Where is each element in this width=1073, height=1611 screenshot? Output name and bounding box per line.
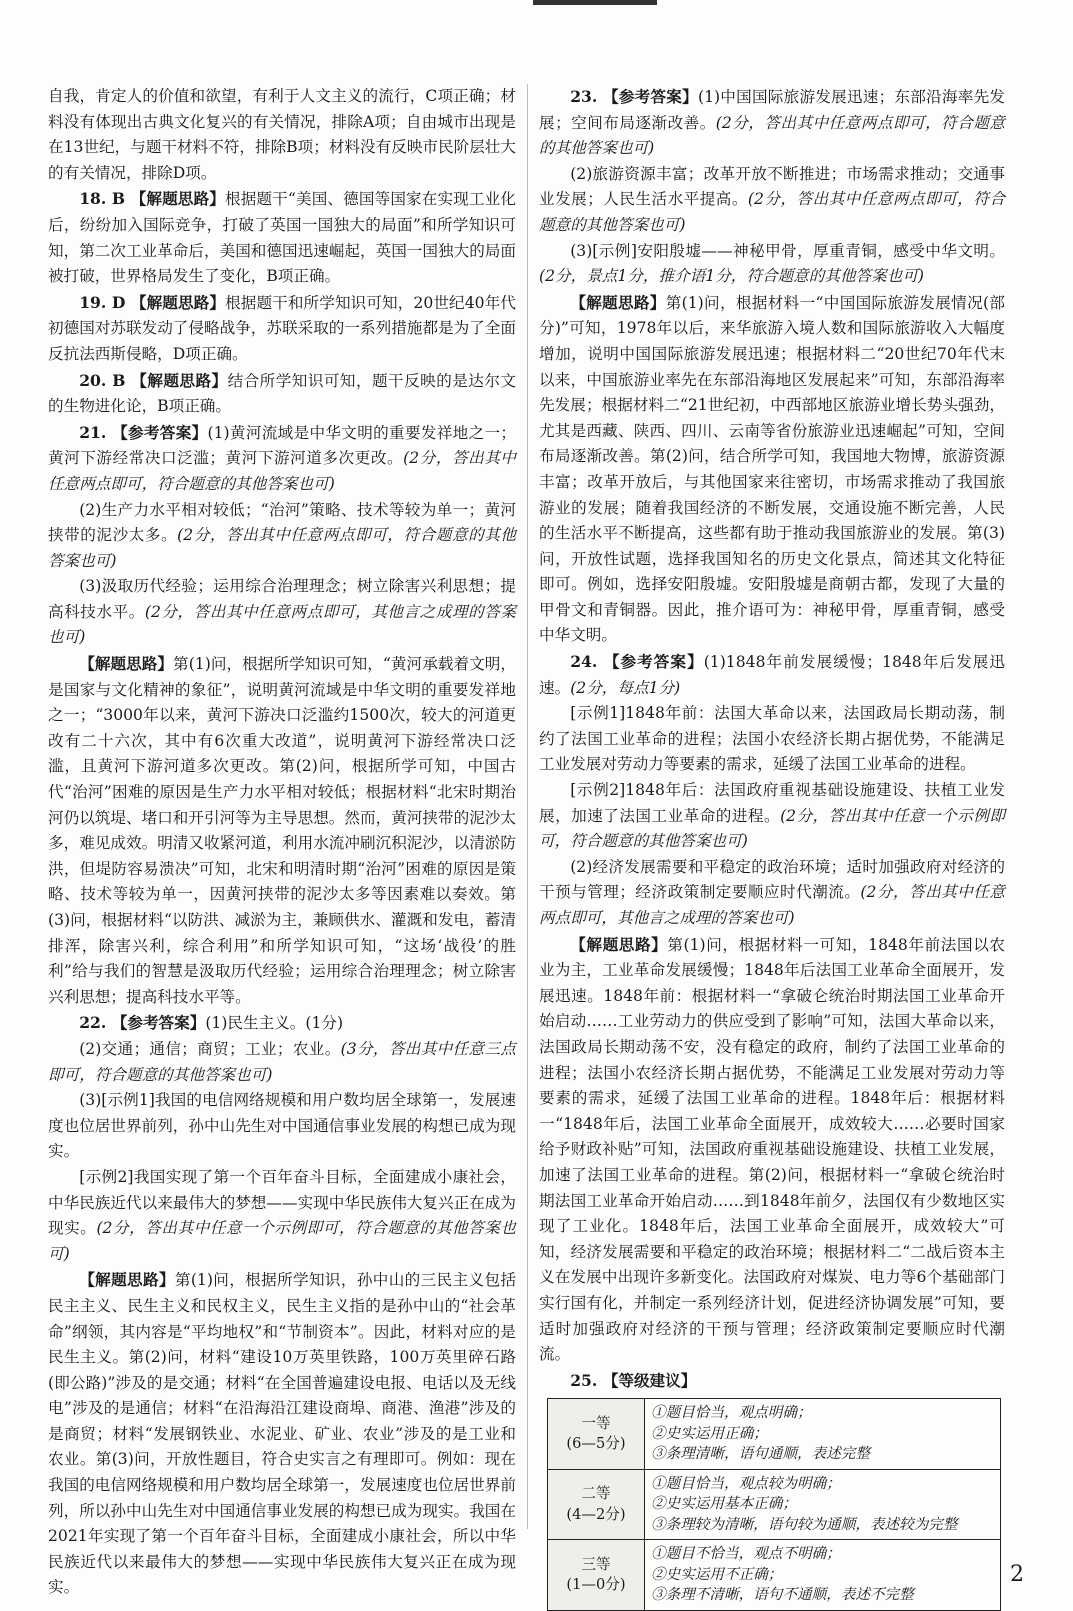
paragraph — [48, 1267, 516, 1601]
paragraph-text: 第(1)问，根据所学知识可知，“黄河承载着文明，是国家与文化精神的象征”，说明黄河流域是中华文明的重要发祥地之一；“3000年以来，黄河下游决口泛滥约1500次，较大的河道更改有二十六次，其中有6次重大改道”，说明黄河下游经常决口泛滥，且黄河下游河道多次更改。第(2)问，根据所学可知，中国古代“治河”困难的原因是生产力水平相对较低；根据材料“北宋时期治河仍以筑堤、堵口和开引河等为主导思想。然而，黄河挟带的泥沙太多，难见成效。明清又收紧河道，利用水流冲刷沉积泥沙，以清淤防洪，但堤防容易溃决”可知，北宋和明清时期“治河”困难的原因是策略、技术等较为单一，因黄河挟带的泥沙太多等因素难以奏效。第(3)问，根据材料“以防洪、减淤为主，兼顾供水、灌溉和发电，蓄清排浑，除害兴利，综合利用”和所学知识可知，“这场‘战役’的胜利”给与我们的智慧是汲取历代经验；运用综合治理理念；树立除害兴利思想；提高科技水平等。 — [48, 655, 516, 1006]
paragraph-text: (3)[示例1]我国的电信网络规模和用户数均居全球第一，发展速度也位居世界前列，孙中山先生对中国通信事业发展的构想已成为现实。 — [48, 1091, 516, 1161]
criterion-item: ①题目恰当，观点较为明确； — [651, 1474, 841, 1492]
criterion-item: ③条理清晰，语句通顺，表述完整 — [651, 1445, 870, 1463]
paragraph — [48, 84, 516, 186]
scoring-note: (2分，答出其中任意两点即可，符合题意的其他答案也可) — [48, 526, 516, 570]
scoring-note: (2分，答出其中任意两点即可，其他言之成理的答案也可) — [48, 602, 516, 647]
section-label: 【解题思路】 — [125, 370, 228, 390]
scoring-note: (2分，答出其中任意一个示例即可，符合题意的其他答案也可) — [48, 1219, 516, 1263]
right-column — [539, 84, 1005, 1611]
paragraph — [48, 186, 516, 289]
question-number: 20. B — [79, 370, 126, 390]
grade-row — [548, 1469, 1001, 1540]
question-number: 24. — [570, 652, 598, 672]
section-label: 【解题思路】 — [570, 292, 666, 312]
paragraph-text: 结合所学知识可知，题干反映的是达尔文的生物进化论，B项正确。 — [48, 371, 516, 416]
section-label: 【参考答案】 — [106, 422, 208, 442]
scoring-note: (3分，答出其中任意三点即可，符合题意的其他答案也可) — [48, 1039, 516, 1084]
scoring-note: (2分，答出其中任意两点即可，符合题意的其他答案也可) — [48, 449, 516, 493]
paragraph — [48, 420, 516, 498]
criterion-item: ①题目恰当，观点明确； — [651, 1404, 812, 1422]
criterion-item: ③条理较为清晰，语句较为通顺，表述较为完整 — [651, 1515, 958, 1533]
paragraph — [48, 651, 516, 1010]
criterion-item: ③条理不清晰，语句不通顺，表述不完整 — [651, 1586, 914, 1604]
section-label: 【参考答案】 — [597, 87, 698, 106]
column-divider — [527, 84, 528, 1529]
paragraph-text: (3)汲取历代经验；运用综合治理理念；树立除害兴利思想；提高科技水平。 — [48, 577, 516, 621]
criterion-item: ①题目不恰当，观点不明确； — [651, 1545, 841, 1563]
question-number: 21. — [79, 422, 107, 442]
paragraph — [539, 290, 1005, 649]
grade-level-name: 二等 — [581, 1485, 611, 1503]
paragraph-text: [示例1]1848年前：法国大革命以来，法国政局长期动荡，制约了法国工业革命的进程；法国小农经济长期占据优势，不能满足工业发展对劳动力等要素的需求，延缓了法国工业革命的进程。 — [539, 704, 1005, 774]
paragraph-text: (1)民生主义。(1分) — [205, 1014, 344, 1033]
paragraph — [48, 1010, 516, 1037]
scoring-note: (2分，每点1分) — [570, 678, 681, 697]
paragraph-text: [示例2]1848年后：法国政府重视基础设施建设、扶植工业发展，加速了法国工业革命的进程。 — [539, 781, 1005, 825]
paragraph — [48, 1088, 516, 1165]
question-number: 19. D — [79, 292, 126, 312]
section-label: 【解题思路】 — [125, 189, 225, 209]
paragraph-text: (3)[示例]安阳殷墟——神秘甲骨，厚重青铜，感受中华文明。 — [570, 241, 1005, 260]
section-label: 【参考答案】 — [106, 1013, 206, 1033]
paragraph — [48, 574, 516, 651]
paragraph — [539, 855, 1005, 932]
section-label: 【解题思路】 — [79, 1270, 175, 1290]
paragraph-text: (1)中国国际旅游发展迅速；东部沿海率先发展；空间布局逐渐改善。 — [539, 88, 1006, 132]
paragraph — [539, 162, 1005, 239]
grade-level-name: 一等 — [581, 1414, 611, 1432]
scoring-note: (2分，答出其中任意一个示例即可，符合题意的其他答案也可) — [539, 806, 1005, 851]
scoring-note: (2分，景点1分，推介语1分，符合题意的其他答案也可) — [539, 267, 924, 286]
paragraph-text: (2)旅游资源丰富；改革开放不断推进；市场需求推动；交通事业发展；人民生活水平提高。 — [539, 164, 1005, 209]
paragraph — [539, 1368, 1005, 1395]
paragraph — [48, 498, 516, 575]
section-label: 【等级建议】 — [597, 1370, 697, 1390]
criterion-item: ②史实运用基本正确； — [651, 1495, 797, 1513]
grade-level-name: 三等 — [581, 1555, 611, 1573]
scoring-note: (2分，答出其中任意两点即可，其他言之成理的答案也可) — [539, 883, 1005, 927]
section-label: 【参考答案】 — [597, 652, 704, 672]
paragraph — [539, 778, 1005, 855]
question-number: 22. — [79, 1013, 107, 1033]
page-number: 2 — [1010, 1562, 1024, 1587]
grade-criteria — [645, 1469, 1001, 1540]
grade-score-range: (6—5分) — [566, 1435, 626, 1453]
grade-score-range: (4—2分) — [566, 1505, 626, 1523]
paragraph — [48, 368, 516, 420]
grade-level — [548, 1540, 645, 1611]
paragraph — [48, 1037, 516, 1088]
paragraph-text: 第(1)问，根据所学知识，孙中山的三民主义包括民主主义、民生主义和民权主义，民生主义指的是孙中山的“社会革命”纲领，其内容是“平均地权”和“节制资本”。因此，材料对应的是民生主义。第(2)问，材料“建设10万英里铁路，100万英里碎石路(即公路)”涉及的是交通；材料“在全国普遍建设电报、电话以及无线电”涉及的是通信；材料“在沿海沿江建设商埠、商港、渔港”涉及的是商贸；材料“发展钢铁业、水泥业、矿业、农业”涉及的是工业和农业。第(3)问，开放性题目，符合史实言之有理即可。例如：现在我国的电信网络规模和用户数均居全球第一，发展速度也位居世界前列，所以孙中山先生对中国通信事业发展的构想已成为现实。我国在2021年实现了第一个百年奋斗目标，全面建成小康社会，所以中华民族近代以来最伟大的梦想——实现中华民族伟大复兴正在成为现实。 — [48, 1271, 516, 1597]
scoring-note: (2分，答出其中任意两点即可，符合题意的其他答案也可) — [539, 190, 1005, 234]
paragraph-text: 第(1)问，根据材料一可知，1848年前法国以农业为主，工业革命发展缓慢；1848年后法国工业革命全面展开，发展迅速。1848年前：根据材料一“拿破仑统治时期法国工业革命开始启动……工业劳动力的供应受到了影响”可知，法国大革命以来，法国政局长期动荡不安，没有稳定的政府，制约了法国工业革命的进程；法国小农经济长期占据优势，不能满足工业发展对劳动力等要素的需求，延缓了法国工业革命的进程。1848年后：根据材料一“1848年后，法国工业革命全面展开，成效较大……必要时国家给予财政补贴”可知，法国政府重视基础设施建设、扶植工业发展，加速了法国工业革命的进程。第(2)问，根据材料一“拿破仑统治时期法国工业革命开始启动……到1848年前夕，法国仅有少数地区实现了工业化。1848年后，法国工业革命全面展开，成效较大”可知，经济发展需要和平稳定的政治环境；根据材料二“二战后资本主义在发展中出现许多新变化。法国政府对煤炭、电力等6个基础部门实行国有化，并制定一系列经济计划，促进经济协调发展”可知，要适时加强政府对经济的干预与管理；经济政策制定要顺应时代潮流。 — [539, 935, 1005, 1364]
paragraph-text: (1)1848年前发展缓慢；1848年后发展迅速。 — [539, 653, 1005, 697]
paragraph-text: (1)黄河流域是中华文明的重要发祥地之一；黄河下游经常决口泛滥；黄河下游河道多次更改。 — [48, 423, 516, 468]
scoring-note: (2分，答出其中任意两点即可，符合题意的其他答案也可) — [539, 113, 1005, 158]
section-label: 【解题思路】 — [125, 292, 226, 312]
paragraph — [539, 701, 1005, 778]
section-label: 【解题思路】 — [570, 934, 668, 954]
right-column-text — [539, 84, 1005, 1394]
top-edge-mark — [533, 0, 657, 5]
paragraph — [539, 239, 1005, 290]
paragraph — [539, 932, 1005, 1368]
left-column — [48, 84, 516, 1601]
paragraph-text: (2)生产力水平相对较低；“治河”策略、技术等较为单一；黄河挟带的泥沙太多。 — [48, 500, 516, 545]
grade-criteria — [645, 1399, 1001, 1470]
paragraph-text: [示例2]我国实现了第一个百年奋斗目标，全面建成小康社会，中华民族近代以来最伟大的梦想——实现中华民族伟大复兴正在成为现实。 — [48, 1167, 516, 1238]
section-label: 【解题思路】 — [79, 654, 174, 674]
paragraph — [48, 1165, 516, 1267]
grade-row — [548, 1399, 1001, 1470]
paragraph-text: (2)经济发展需要和平稳定的政治环境；适时加强政府对经济的干预与管理；经济政策制定要顺应时代潮流。 — [539, 857, 1005, 902]
paragraph-text: 第(1)问，根据材料一“中国国际旅游发展情况(部分)”可知，1978年以后，来华旅游入境人数和国际旅游收入大幅度增加，说明中国国际旅游发展迅速；根据材料二“20世纪70年代末以来，中国旅游业率先在东部沿海地区发展起来”可知，东部沿海率先发展；根据材料二“21世纪初，中西部地区旅游业增长势头强劲，尤其是西藏、陕西、四川、云南等省份旅游业迅速崛起”可知，空间布局逐渐改善。第(2)问，结合所学可知，我国地大物博，旅游资源丰富；改革开放后，与其他国家来往密切，市场需求推动了我国旅游业的发展；随着我国经济的不断发展，交通设施不断完善，人民的生活水平不断提高，这些都有助于推动我国旅游业的发展。第(3)问，开放性试题，选择我国知名的历史文化景点，简述其文化特征即可。例如，选择安阳殷墟。安阳殷墟是商朝古都，发现了大量的甲骨文和青铜器。因此，推介语可为：神秘甲骨，厚重青铜，感受中华文明。 — [539, 293, 1005, 645]
paragraph-text: (2)交通；通信；商贸；工业；农业。 — [79, 1039, 341, 1058]
grade-row — [548, 1540, 1001, 1611]
grade-level — [548, 1399, 645, 1470]
grade-criteria — [645, 1540, 1001, 1611]
paragraph — [539, 649, 1005, 701]
criterion-item: ②史实运用正确； — [651, 1424, 768, 1442]
grade-score-range: (1—0分) — [566, 1576, 626, 1594]
question-number: 23. — [570, 87, 598, 106]
grading-table — [547, 1398, 1001, 1611]
paragraph — [48, 290, 516, 368]
paragraph-text: 自我，肯定人的价值和欲望，有利于人文主义的流行，C项正确；材料没有体现出古典文化复兴的有关情况，排除A项；自由城市出现是在13世纪，与题干材料不符，排除B项；材料没有反映市民阶层壮大的有关情况，排除D项。 — [48, 87, 516, 182]
paragraph-text: 根据题干“美国、德国等国家在实现工业化后，纷纷加入国际竞争，打破了英国一国独大的局面”和所学知识可知，第二次工业革命后，美国和德国迅速崛起，英国一国独大的局面被打破，世界格局发生了变化，B项正确。 — [48, 190, 516, 286]
question-number: 18. B — [79, 189, 126, 209]
grade-level — [548, 1469, 645, 1540]
criterion-item: ②史实运用不正确； — [651, 1565, 783, 1583]
paragraph — [539, 84, 1005, 162]
question-number: 25. — [570, 1370, 598, 1390]
paragraph-text: 根据题干和所学知识可知，20世纪40年代初德国对苏联发动了侵略战争，苏联采取的一系列措施都是为了全面反抗法西斯侵略，D项正确。 — [48, 293, 516, 363]
